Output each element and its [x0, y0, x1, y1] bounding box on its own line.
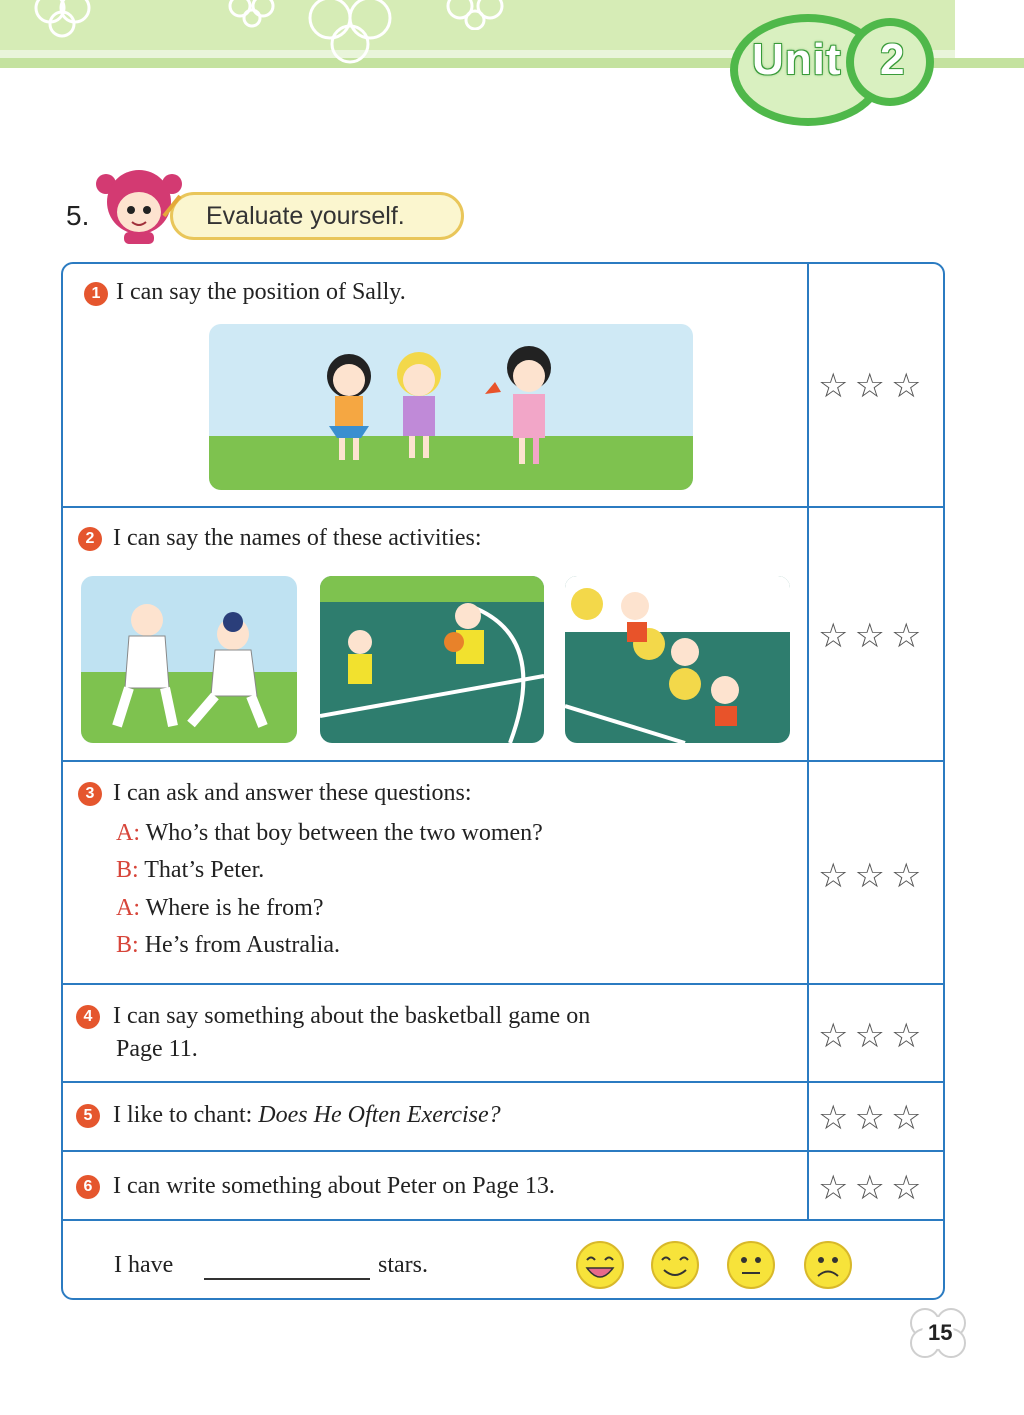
row-2-text: I can say the names of these activities: — [113, 525, 482, 551]
row-4-text: I can say something about the basketball game on — [113, 1003, 591, 1029]
speaker-label: B: — [116, 932, 139, 958]
clover-decoration-icon — [225, 0, 285, 30]
dialogue-text: That’s Peter. — [144, 857, 265, 883]
row-4-text-continued: Page 11. — [116, 1036, 198, 1062]
section-title: Evaluate yourself. — [206, 202, 405, 230]
rating-stars[interactable]: ☆☆☆ — [818, 1168, 928, 1208]
speaker-label: B: — [116, 857, 139, 883]
sad-face-icon[interactable] — [803, 1240, 853, 1290]
table-row-divider — [63, 1219, 943, 1221]
summary-suffix: stars. — [378, 1252, 428, 1278]
row-number-badge: 2 — [78, 527, 102, 551]
rating-stars[interactable]: ☆☆☆ — [818, 1016, 928, 1056]
table-row-divider — [63, 760, 943, 762]
unit-label: Unit — [752, 35, 842, 84]
chant-title: Does He Often Exercise? — [258, 1102, 501, 1128]
table-column-divider — [807, 264, 809, 1220]
unit-number: 2 — [880, 35, 905, 84]
sally-position-illustration — [209, 324, 693, 490]
dialogue-text: He’s from Australia. — [144, 932, 340, 958]
row-number-badge: 4 — [76, 1005, 100, 1029]
page-number: 15 — [928, 1320, 953, 1345]
neutral-face-icon[interactable] — [726, 1240, 776, 1290]
row-6-text: I can write something about Peter on Page 13. — [113, 1173, 555, 1199]
summary-prefix: I have — [114, 1252, 174, 1278]
row-3-text: I can ask and answer these questions: — [113, 780, 472, 806]
row-1-text: I can say the position of Sally. — [116, 279, 406, 305]
table-row-divider — [63, 1081, 943, 1083]
dialogue-text: Where is he from? — [145, 895, 324, 921]
dialogue-line — [116, 817, 543, 850]
clover-decoration-icon — [440, 0, 520, 30]
row-number-badge: 6 — [76, 1175, 100, 1199]
section-number: 5. — [66, 200, 90, 231]
laughing-face-icon[interactable] — [575, 1240, 625, 1290]
rating-stars[interactable]: ☆☆☆ — [818, 1098, 928, 1138]
dialogue-text: Who’s that boy between the two women? — [145, 820, 543, 846]
taichi-illustration — [81, 576, 297, 743]
row-number-badge: 3 — [78, 782, 102, 806]
clover-decoration-icon — [300, 0, 410, 70]
speaker-label: A: — [116, 820, 140, 846]
smiling-face-icon[interactable] — [650, 1240, 700, 1290]
rating-stars[interactable]: ☆☆☆ — [818, 856, 928, 896]
row-5-text — [113, 1099, 501, 1132]
dialogue-line — [116, 892, 324, 925]
row-number-badge: 5 — [76, 1104, 100, 1128]
rating-stars[interactable]: ☆☆☆ — [818, 366, 928, 406]
basketball-illustration — [320, 576, 544, 743]
table-row-divider — [63, 506, 943, 508]
mascot-girl-icon — [94, 166, 184, 248]
row-5-prefix: I like to chant: — [113, 1102, 259, 1128]
table-row-divider — [63, 1150, 943, 1152]
speaker-label: A: — [116, 895, 140, 921]
row-number-badge: 1 — [84, 282, 108, 306]
dialogue-line — [116, 929, 340, 962]
rating-stars[interactable]: ☆☆☆ — [818, 616, 928, 656]
clover-decoration-icon — [20, 0, 130, 40]
table-row-divider — [63, 983, 943, 985]
dialogue-line — [116, 854, 264, 887]
stars-count-blank[interactable] — [204, 1278, 370, 1280]
cheerleading-illustration — [565, 576, 790, 743]
